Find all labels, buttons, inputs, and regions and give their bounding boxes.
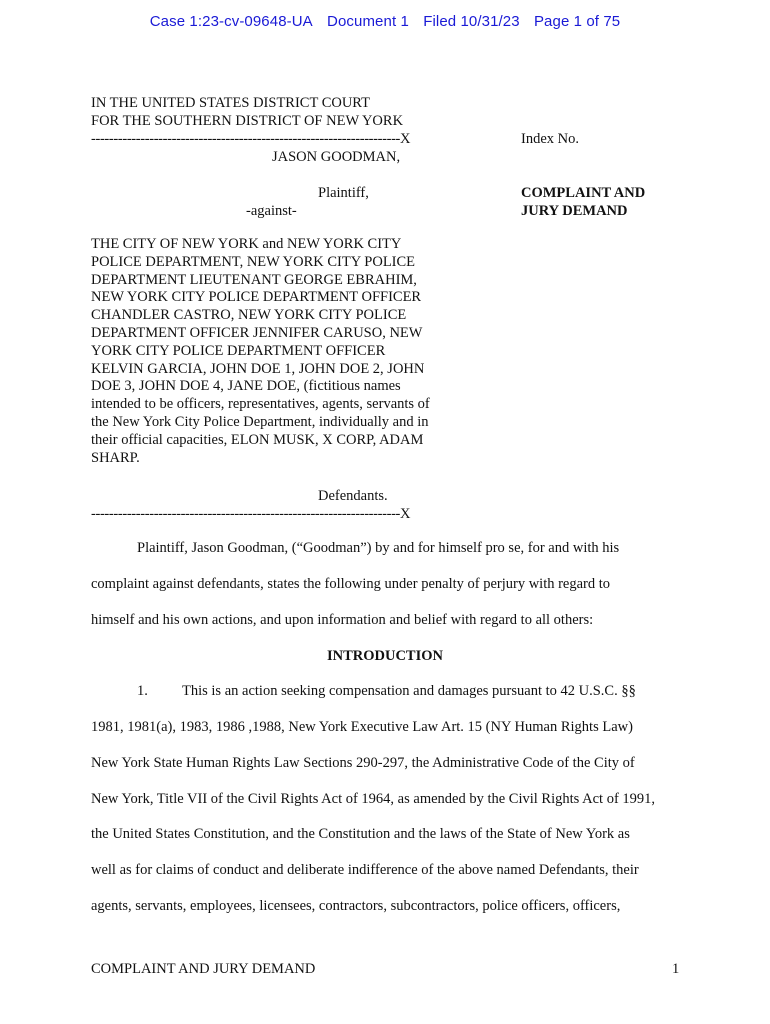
intro-line: Plaintiff, Jason Goodman, (“Goodman”) by and for himself pro se, for and with his	[137, 540, 620, 556]
document-title-line1: COMPLAINT AND	[521, 185, 646, 201]
paragraph-line: New York, Title VII of the Civil Rights Act of 1964, as amended by the Civil Rights Act of 1991,	[91, 791, 656, 807]
ecf-header-stamp	[0, 13, 770, 30]
defendants-list: THE CITY OF NEW YORK and NEW YORK CITY POLICE DEPARTMENT, NEW YORK CITY POLICE DEPARTMENT LIEUTENANT GEORGE EBRAHIM, NEW YORK CITY POLICE DEPARTMENT OFFICER CHANDLER CASTRO, NEW YORK CITY POLICE DEPARTMENT OFFICER JENNIFER CARUSO, NEW YORK CITY POLICE DEPARTMENT OFFICER KELVIN GARCIA, JOHN DOE 1, JOHN DOE 2, JOHN DOE 3, JOHN DOE 4, JANE DOE, (fictitious names intended to be officers, representatives, agents, servants of the New York City Police Department, individually and in their official capacities, ELON MUSK, X CORP, ADAM SHARP.	[91, 236, 430, 466]
index-number-label: Index No.	[521, 131, 579, 147]
caption-rule-bottom: ---------------------------------------------------------------------X	[91, 506, 411, 522]
paragraph-number: 1.	[137, 683, 148, 699]
footer-page-number: 1	[672, 961, 680, 977]
against-label: -against-	[246, 203, 297, 219]
filed-date: Filed 10/31/23	[423, 13, 520, 30]
defendants-role: Defendants.	[318, 488, 388, 504]
case-number: Case 1:23-cv-09648-UA	[149, 13, 313, 30]
page-count: Page 1 of 75	[533, 13, 621, 30]
court-name-line1: IN THE UNITED STATES DISTRICT COURT	[91, 95, 370, 111]
paragraph-line: agents, servants, employees, licensees, contractors, subcontractors, police officers, officers,	[91, 898, 621, 914]
paragraph-line: New York State Human Rights Law Sections 290-297, the Administrative Code of the City of	[91, 755, 635, 771]
paragraph-line: This is an action seeking compensation and damages pursuant to 42 U.S.C. §§	[182, 683, 636, 699]
caption-rule-top: ---------------------------------------------------------------------X	[91, 131, 411, 147]
plaintiff-role: Plaintiff,	[318, 185, 369, 201]
section-heading: INTRODUCTION	[326, 648, 443, 664]
paragraph-line: 1981, 1981(a), 1983, 1986 ,1988, New York Executive Law Art. 15 (NY Human Rights Law)	[91, 719, 633, 735]
paragraph-line: the United States Constitution, and the Constitution and the laws of the State of New York as	[91, 826, 630, 842]
intro-line: complaint against defendants, states the following under penalty of perjury with regard to	[91, 576, 611, 592]
document-title-line2: JURY DEMAND	[521, 203, 628, 219]
court-name-line2: FOR THE SOUTHERN DISTRICT OF NEW YORK	[91, 113, 404, 129]
footer-title: COMPLAINT AND JURY DEMAND	[91, 961, 316, 977]
document-number: Document 1	[327, 13, 409, 30]
plaintiff-name: JASON GOODMAN,	[272, 149, 401, 165]
paragraph-line: well as for claims of conduct and deliberate indifference of the above named Defendants, their	[91, 862, 639, 878]
intro-line: himself and his own actions, and upon information and belief with regard to all others:	[91, 612, 594, 628]
